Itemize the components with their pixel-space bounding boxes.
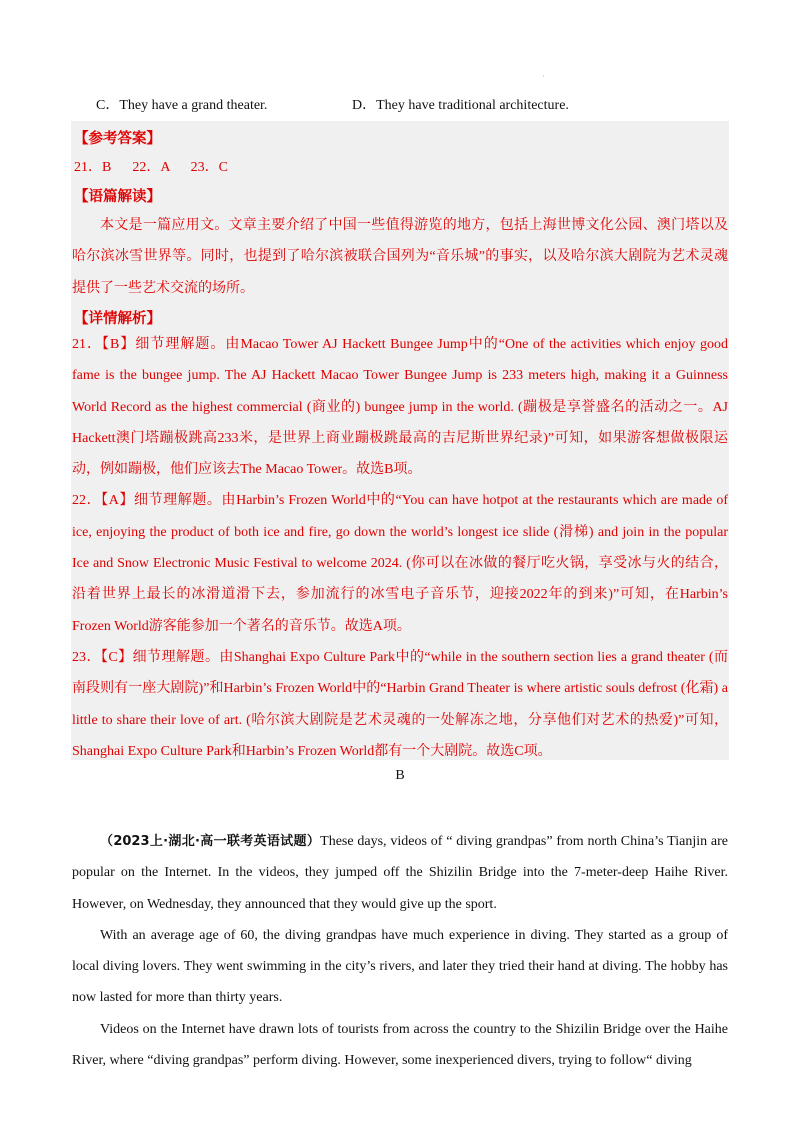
answer-key: 21．B 22．A 23．C [74,160,229,175]
passage-b [72,826,728,1076]
detail-23: 23．【C】细节理解题。由Shanghai Expo Culture Park中的“while in the southern section lies a grand theater (而南段则有一座大剧院)”和Harbin’s Frozen World中的“Harbin Grand Theater is where artistic souls defrost (化霜) a little to share their love of art. (哈尔滨大剧院是艺术灵魂的一处解冻之地，分享他们对艺术的热爱)”可知，Shanghai Expo Culture Park和Harbin’s Frozen World都有一个大剧院。故选C项。 [72,649,728,759]
option-d: D．They have traditional architecture. [352,98,569,113]
passage-text-1: These days, videos of “ diving grandpas” from north China’s Tianjin are popular on the Internet. In the videos, they jumped off the Shizilin Bridge into the 7-meter-deep Haihe River. However, on Wednesday, they announced that they would give up the sport. [72,834,729,912]
reading-analysis [72,210,728,304]
reading-header: 【语篇解读】 [74,189,161,205]
option-c: C．They have a grand theater. [96,98,268,113]
detail-header: 【详情解析】 [74,311,161,327]
passage-source: （2023上·湖北·高一联考英语试题） [100,834,321,849]
detail-21: 21．【B】细节理解题。由Macao Tower AJ Hackett Bungee Jump中的“One of the activities which enjoy good fame is the bungee jump. The AJ Hackett Macao Tower Bungee Jump is 233 meters high, making it a Guinness World Record as the highest commercial (商业的) bungee jump in the world. (蹦极是享誉盛名的活动之一。AJ Hackett澳门塔蹦极跳高233米，是世界上商业蹦极跳最高的吉尼斯世界纪录)”可知，如果游客想做极限运动，例如蹦极，他们应该去The Macao Tower。故选B项。 [72,337,728,478]
section-label: B [395,768,405,783]
detail-analysis [72,329,728,767]
passage-paragraph-3: Videos on the Internet have drawn lots of tourists from across the country to the Shizilin Bridge over the Haihe River, where “diving grandpas” perform diving. However, some inexperienced divers, trying to follow“ diving [72,1021,728,1069]
answer-header: 【参考答案】 [74,131,161,147]
reading-text: 本文是一篇应用文。文章主要介绍了中国一些值得游览的地方，包括上海世博文化公园、澳门塔以及哈尔滨冰雪世界等。同时，也提到了哈尔滨被联合国列为“音乐城”的事实，以及哈尔滨大剧院为艺术灵魂提供了一些艺术交流的场所。 [72,218,728,296]
detail-22: 22．【A】细节理解题。由Harbin’s Frozen World中的“You can have hotpot at the restaurants which are made of ice, enjoying the product of both ice and fire, go down the world’s longest ice slide (滑梯) and join in the popular Ice and Snow Electronic Music Festival to welcome 2024. (你可以在冰做的餐厅吃火锅，享受冰与火的结合，沿着世界上最长的冰滑道滑下去，参加流行的冰雪电子音乐节，迎接2022年的到来)”可知，在Harbin’s Frozen World游客能参加一个著名的音乐节。故选A项。 [72,493,728,634]
passage-paragraph-2: With an average age of 60, the diving grandpas have much experience in diving. They started as a group of local diving lovers. They went swimming in the city’s rivers, and later they tried their hand at diving. The hobby has now lasted for more than thirty years. [72,927,728,1006]
passage-paragraph-1 [72,826,728,920]
page-mark: · [542,72,545,81]
